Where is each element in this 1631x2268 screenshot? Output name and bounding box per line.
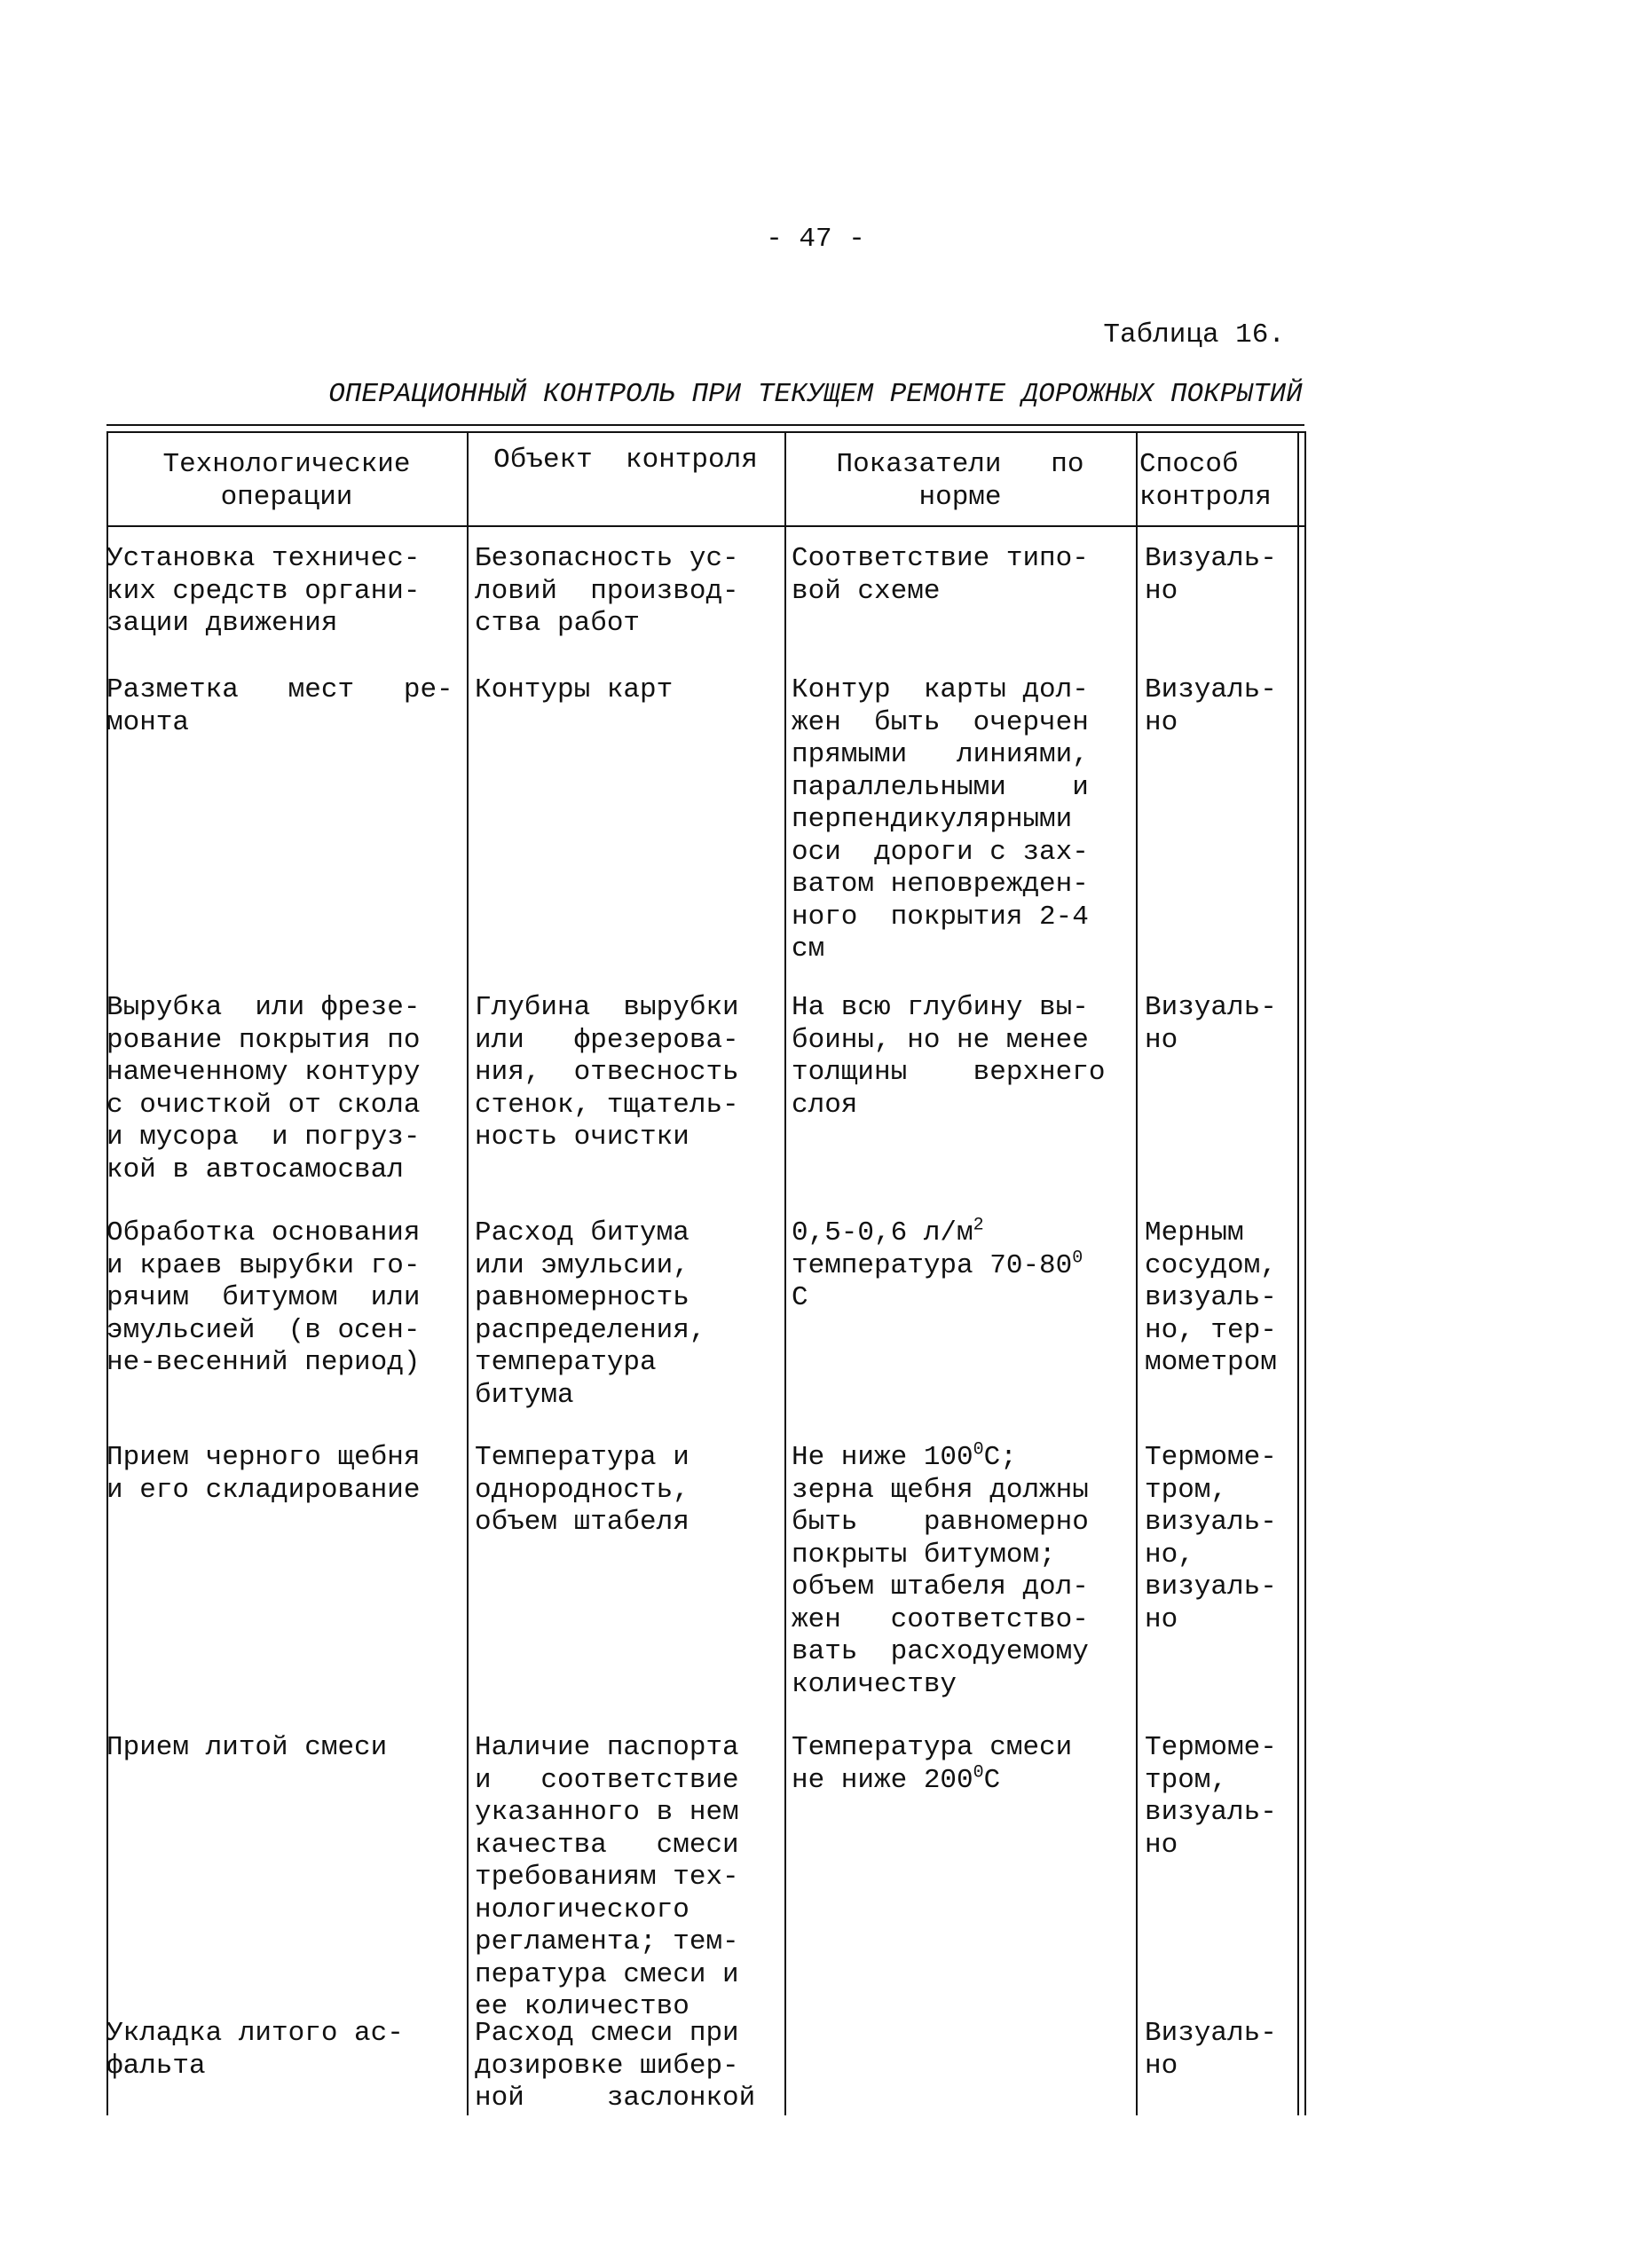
cell-method: Визуаль- но [1145, 992, 1277, 1056]
column-border-indicators [784, 431, 786, 2115]
cell-operation: Прием черного щебня и его складирование [106, 1442, 421, 1506]
cell-method: Термоме- тром, визуаль- но, визуаль- но [1145, 1442, 1277, 1635]
cell-object: Глубина вырубки или фрезерова- ния, отвесность стенок, тщатель- ность очистки [475, 992, 739, 1153]
cell-method: Визуаль- но [1145, 2018, 1277, 2082]
cell-indicators: На всю глубину вы- боины, но не менее толщины верхнего слоя [792, 992, 1106, 1121]
cell-operation: Укладка литого ас- фальта [106, 2018, 404, 2082]
header-object: Объект контроля [493, 445, 758, 476]
table-title: ОПЕРАЦИОННЫЙ КОНТРОЛЬ ПРИ ТЕКУЩЕМ РЕМОНТЕ ДОРОЖНЫХ ПОКРЫТИЙ [328, 379, 1303, 410]
cell-object: Температура и однородность, объем штабеля [475, 1442, 689, 1538]
cell-indicators: Температура смеси не ниже $200^0С$ [792, 1732, 1073, 1796]
cell-object: Наличие паспорта и соответствие указанного в нем качества смеси требованиям тех- нологического регламента; тем- пература смеси и ее количество [475, 1732, 739, 2022]
table-header-rule [106, 525, 1304, 527]
cell-operation: Установка техничес- ких средств органи- зации движения [106, 543, 421, 639]
header-method: Способ контроля [1139, 449, 1272, 513]
column-border-right-outer [1304, 431, 1306, 2115]
cell-operation: Прием литой смеси [106, 1732, 388, 1763]
cell-object: Контуры карт [475, 674, 674, 705]
column-border-right [1297, 431, 1299, 2115]
cell-method: Визуаль- но [1145, 543, 1277, 607]
cell-indicators: 0,5-0,6 $л/м^2$ температура $70-80^0$ С [792, 1215, 1083, 1313]
column-border-object [467, 431, 469, 2115]
cell-indicators: Контур карты дол- жен быть очерчен прямыми линиями, параллельными и перпендикулярными оси дороги с зах- ватом неповрежден- ного покрытия 2-4 см [792, 674, 1089, 965]
header-operation: Технологические операции [162, 449, 411, 513]
cell-object: Расход смеси при дозировке шибер- ной заслонкой [475, 2018, 756, 2114]
column-border-method [1136, 431, 1138, 2115]
cell-operation: Обработка основания и краев вырубки го- рячим битумом или эмульсией (в осен- не-весенний период) [106, 1217, 421, 1378]
header-indicators: Показатели по норме [836, 449, 1084, 513]
cell-method: Визуаль- но [1145, 674, 1277, 738]
cell-indicators: Соответствие типо- вой схеме [792, 543, 1089, 607]
cell-operation: Разметка мест ре- монта [106, 674, 453, 738]
cell-operation: Вырубка или фрезе- рование покрытия по намеченному контуру с очисткой от скола и мусора и погруз- кой в автосамосвал [106, 992, 421, 1185]
table-top-rule [106, 424, 1304, 426]
cell-object: Безопасность ус- ловий производ- ства работ [475, 543, 739, 639]
cell-indicators: Не ниже $100^0С$; зерна щебня должны быть равномерно покрыты битумом; объем штабеля дол- жен соответство- вать расходуемому количеству [792, 1439, 1089, 1700]
cell-method: Мерным сосудом, визуаль- но, тер- мометром [1145, 1217, 1277, 1378]
table-top-rule-inner [106, 431, 1304, 433]
table-caption: Таблица 16. [1103, 319, 1285, 350]
page-number: - 47 - [766, 224, 865, 255]
cell-method: Термоме- тром, визуаль- но [1145, 1732, 1277, 1861]
cell-object: Расход битума или эмульсии, равномерность распределения, температура битума [475, 1217, 706, 1411]
